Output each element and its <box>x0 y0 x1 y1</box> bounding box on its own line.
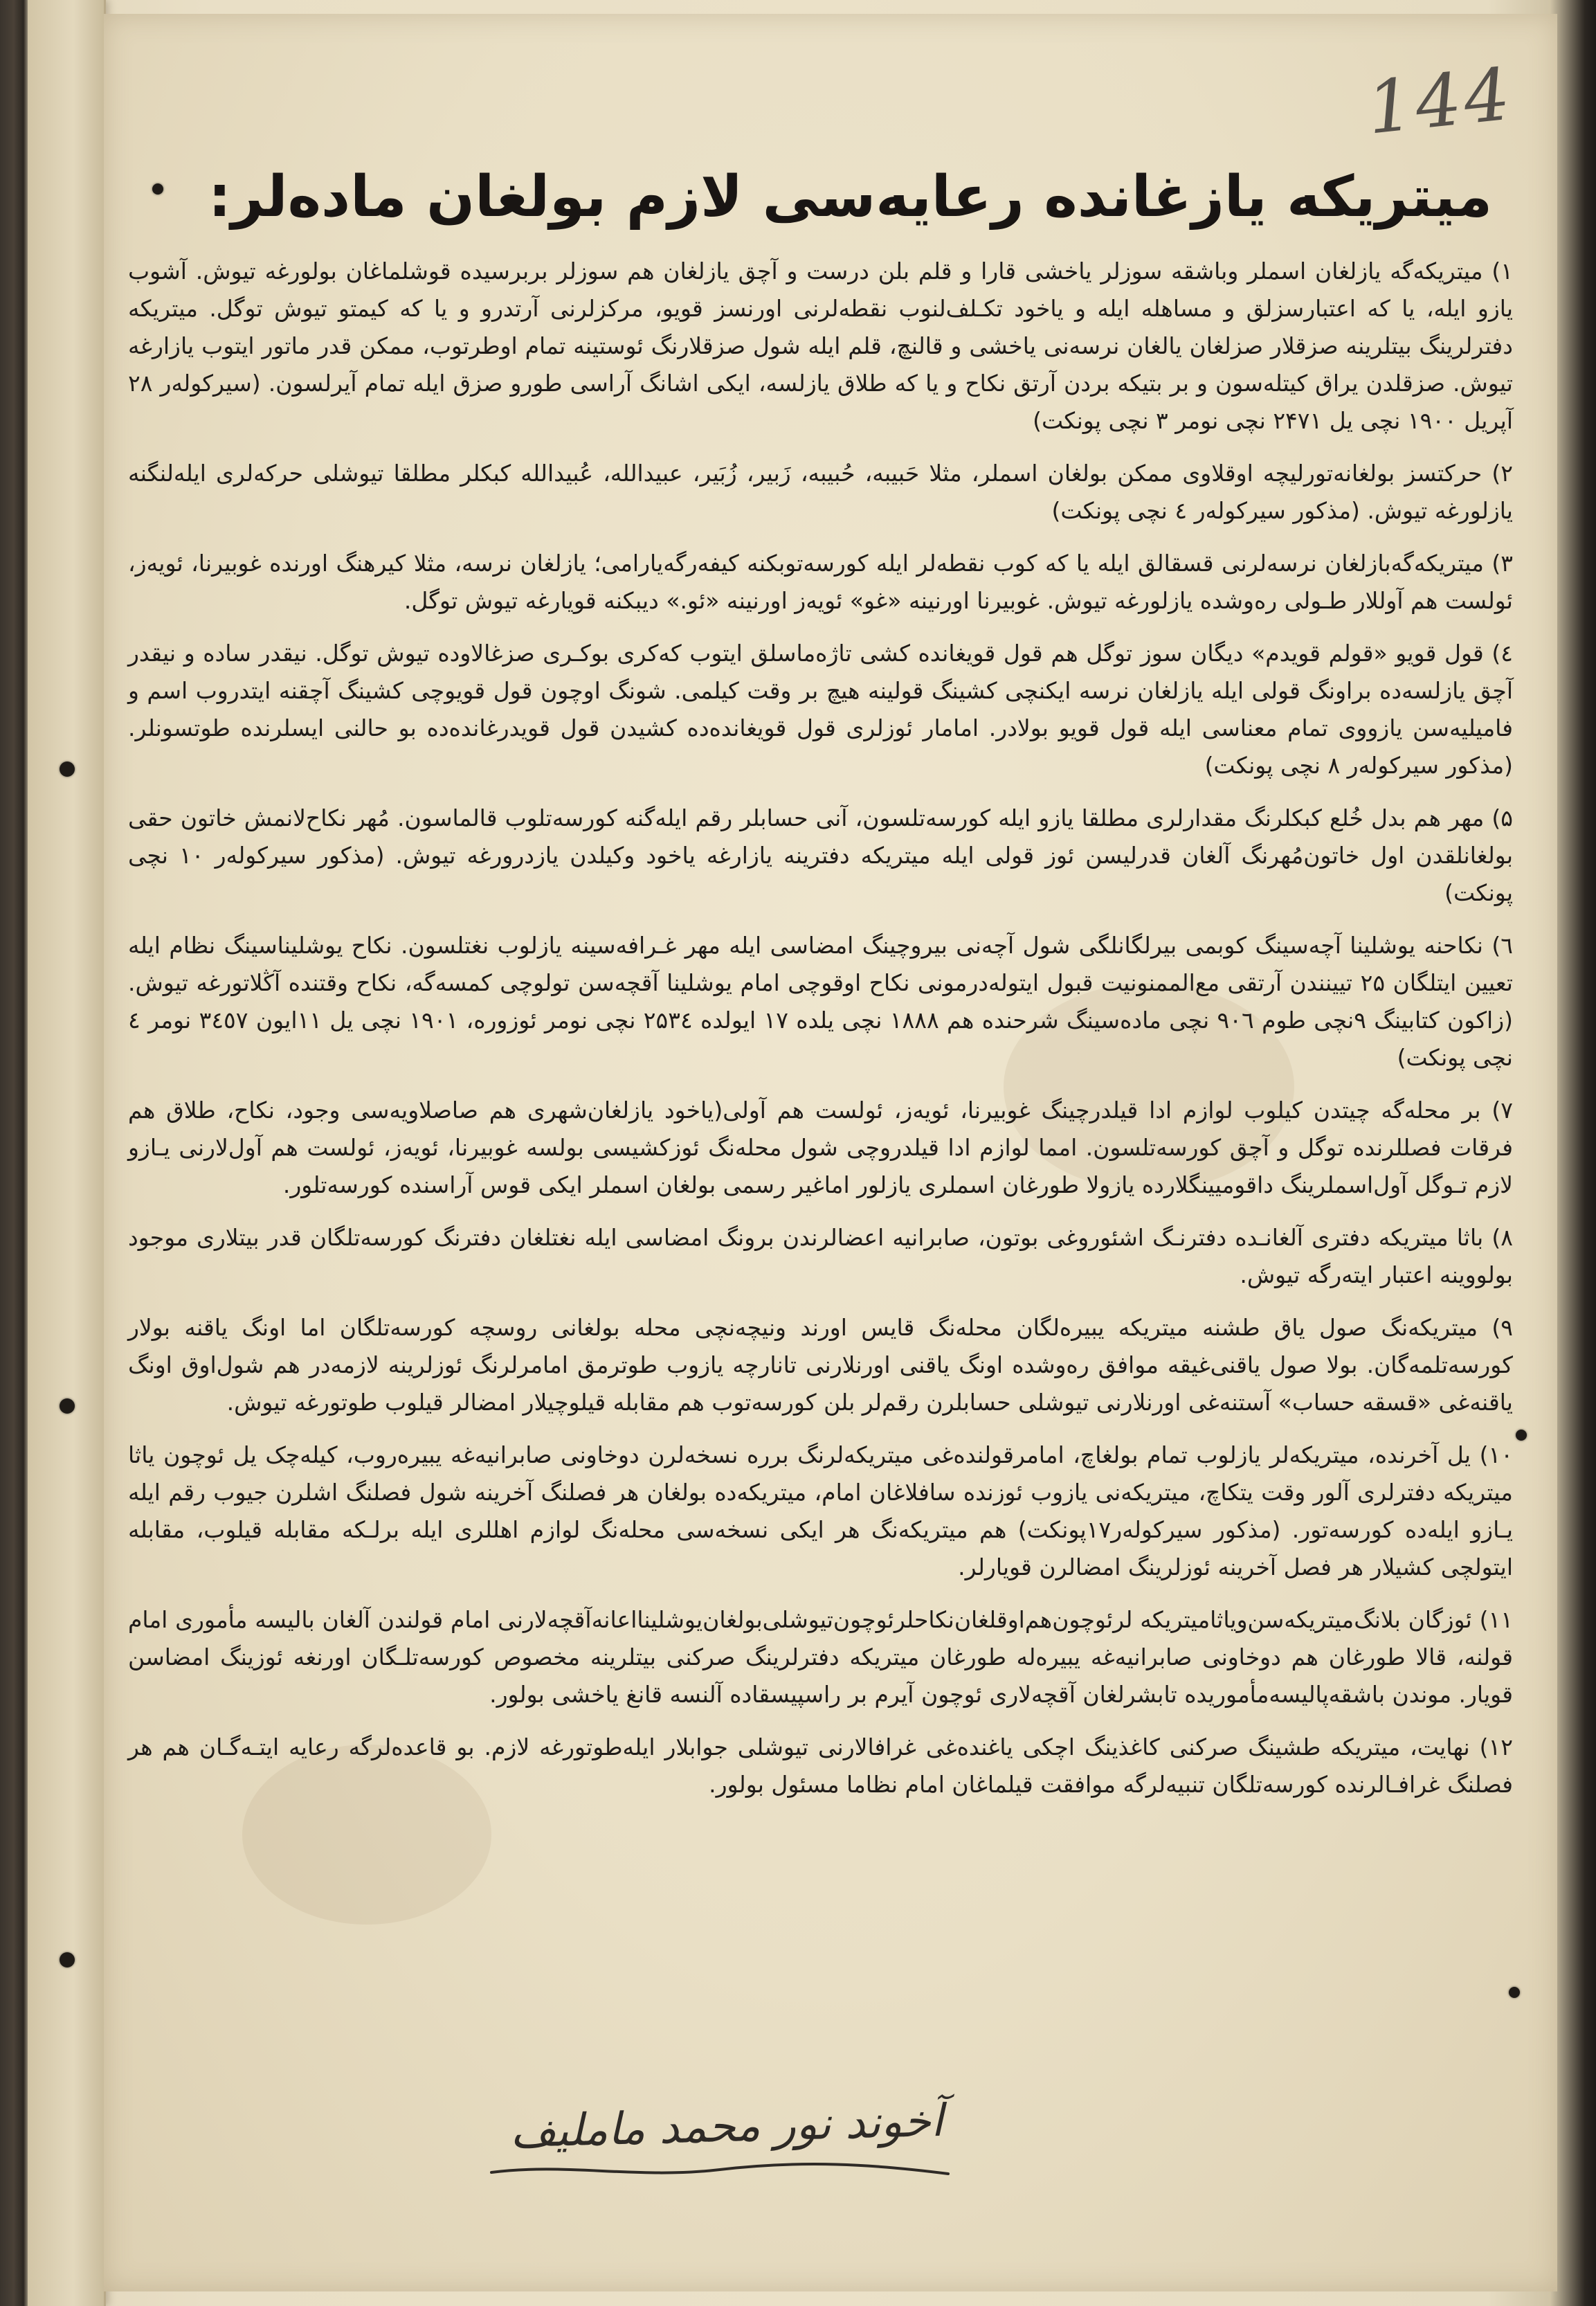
punch-hole <box>60 1398 75 1414</box>
handwritten-signature: آخوند نور محمد مامليف <box>509 2095 944 2159</box>
rule-paragraph: ۷) بر محله‌گه چیتدن کیلوب لوازم ادا قیلدرچینگ غوبیرنا، ئویه‌ز، ئولست هم آولی(یاخود یازلغان‌شهری هم صاصلاویه‌سی وجود، نکاح، طلاق هم فرقات فصللرنده توگل و آچق کورسه‌تلسون. امما لوازم ادا قیلدروچی شول محله‌نگ ئوزکشیسی بولسه غوبیرنا، ئویه‌ز، ئولست هم آول‌لارنی یـازو لازم تـوگل آول‌اسملرینگ داقومیینگلارده یازولا طورغان اسملری یازلور اماغیر رسمی بولغان اسملر ایکی قوس آراسنده کورسه‌تلور. <box>128 1097 1513 1198</box>
punch-hole <box>60 1952 75 1967</box>
punch-hole <box>1509 1987 1520 1998</box>
rule-paragraph: ۹) میتریکه‌نگ صول یاق طشنه میتریکه یبیره‌لگان محله‌نگ قایس اورند ونیچه‌نچی محله بولغانی روسچه کورسه‌تلگان اما اونگ یاقنه بولار کورسه‌تلمه‌گان. بولا صول یاقنی‌غیقه موافق ره‌وشده اونگ یاقنی اورنلارنی تانارچه یازوب طوترمق امامرلرنگ ئوزلرینه لازمه‌در هم شول‌اوق اونگ یاقنه‌غی «قسقه حساب» آستنه‌غی اورنلارنی تیوشلی حسابلرن رقم‌لر بلن کورسه‌توب هم مقابله قیلوچیلار امضالر قیلوب طوتورغه تیوش. <box>128 1314 1513 1416</box>
rule-paragraph: ۸) با‌ثا میتریکه دفتری آلغانـده دفترنـگ اشئوروغی بوتون، صابرانیه اعضالرندن برونگ امضاسی ایله نغتلغان دفترنگ کورسه‌تلگان قدر بیتلاری موجود بولووینه اعتبار ایته‌رگه تیوش. <box>128 1224 1513 1288</box>
rule-paragraph: ۱) میتریکه‌گه یازلغان اسملر وباشقه سوزلر یاخشی قارا و قلم بلن درست و آچق یازلغان هم سوزلر بر‌برسیده قوشلماغان بولورغه تیوش. آشوب یازو ایله، یا که اعتبار‌سزلق و مساهله ایله و یاخود تکـلف‌لنوب نقطه‌لرنی اورنسز قویو، مرکزلرنی آرتدرو و یا که کیمتو تیوش توگل. میتریکه دفترلرینگ بیتلرینه صزقلار صزلغان یالغان نرسه‌نی یاخشی و قالنچ، قلم ایله شول صزقلارنگ ئوستینه تمام اوطرتوب، ممکن قدر ماتور ایتوب یازارغه تیوش. صزقلدن یراق کیتله‌سون و بر بتیکه بردن آرتق نکاح و یا که طلاق یازلسه، ایکی اشانگ آراسی طورو صزق ایله تمام آیرلسون. (سیرکوله‌ر ۲۸ آپریل ۱۹۰۰ نچی یل ۲۴۷۱ نچی نومر ۳ نچی پونکت) <box>128 258 1513 434</box>
document-title: میتریکه یازغانده رعایه‌سی لازم بولغان ماده‌لر: <box>208 164 1492 230</box>
rule-paragraph: ٤) قول قویو «قولم قویدم» دیگان سوز توگل هم قول قویغانده کشی تاژه‌ماسلق ایتوب که‌کری بوکـری صزغالاوده تیوش توگل. نیقدر ساده و نیقدر آچق یازلسه‌ده براونگ قولی ایله یازلغان نرسه ایکنچی کشینگ قولینه هیچ بر وقت کیلمی. شونگ اوچون قول قویوچی کشینگ آچقنه ایتدروب اسم و فامیلیه‌سن یازووی تمام معناسی ایله قول قویو بولادر. امامار ئوزلری قول قویغانده‌ده کشیدن قول قویدرغانده‌ده بو حالنی ایسلرنده طوتسونلر. (مذکور سیرکوله‌ر ۸ نچی پونکت) <box>128 640 1513 779</box>
punch-hole <box>1516 1430 1527 1441</box>
rule-paragraph: ۱۰) یل آخرنده، میتریکه‌لر یازلوب تمام بولغاچ، امامرقولنده‌غی میتریکه‌لرنگ بر‌ره نسخه‌لرن دوخاونی صابرانیه‌غه یبیره‌روب، کیله‌چک یل ئوچون یا‌ثا میتریکه دفترلری آلور وقت یتکاچ، میتریکه‌نی یازوب ئوزنده سافلاغان امام، میتریکه‌ده بولغان هر فصلنگ آخرینه شول فصلنگ اشلرن جیوب رقم ایله یـازو ایله‌ده کورسه‌تور. (مذکور سیرکوله‌ر۱۷پونکت) هم میتریکه‌نگ هر ایکی نسخه‌سی محله‌نگ لوازم اهللری ایله برلـکه مقابله قیلوب، مقابله ایتولچی کشیلار هر فصل آخرینه ئوزلرینگ امضالرن قویارلر. <box>128 1441 1514 1580</box>
rule-paragraph: ۳) میتریکه‌گه‌بازلغان نرسه‌لرنی قسقالق ایله یا که کوب نقطه‌لر ایله کورسه‌توبکنه کیفه‌رگه‌یارامی؛ یازلغان نرسه، مثلا کیرهنگ اورنده غوبیرنا، ئویه‌ز، ئولست هم آوللار طـولی ره‌وشده یازلورغه تیوش. غوبیرنا اورنینه «غو» ئویه‌ز اورنینه «ئو.» دیبکنه قویارغه تیوش توگل. <box>128 550 1513 614</box>
punch-hole <box>60 762 75 777</box>
rule-paragraph: ٦) نکاحنه یوشلینا آچه‌سینگ کوبمی بیرلگانلگی شول آچه‌نی بیروچینگ امضاسی ایله مهر غـرافه‌سینه یازلوب نغتلسون. نکاح یوشلیناسینگ نظام ایله تعیین ایتلگان ۲۵ تیینندن آرتقی مع‌الممنونیت قبول ایتوله‌درمونی نکاح اوقوچی امام یوشلینا آقچه‌سن تولوچی کمسه‌گه، نکاح وقتنده آڭلاتورغه تیوش. (زاکون کتابینگ ۹نچی طوم ۹۰٦ نچی ماده‌سینگ شرحنده هم ۱۸۸۸ نچی یلده ۱۷ ایولده ۲۵۳٤ نچی نومر ئوزوره، ۱۹۰۱ نچی یل ۱۱ایون ۳٤٥۷ نومر ٤ نچی پونکت) <box>128 932 1514 1071</box>
rule-paragraph: ۱۱) ئوزگان بلانگ‌میتریکه‌سن‌و‌یا‌ثامیتریکه لرئوچون‌هم‌اوقلغان‌نکاحلرئوچون‌تیوشلی‌بولغان‌یوشلینا‌اعانه‌آقچه‌لارنی امام قولندن آلغان بالیسه مأموری امام قولنه، قالا طورغان هم دوخاونی صابرانیه‌غه یبیره‌له طورغان میتریکه دفترلرینگ صرکنی بیتلرینه مخصوص کورسه‌تلـگان اورنغه ئوزینگ امضاسن قویار. موندن باشقه‌پالیسه‌مأموریده تابشرلغان آقچه‌لاری ئوچون آیرم بر راسپیسقاده آلنسه قانغ یاخشی بولور. <box>128 1606 1513 1708</box>
page-number: 144 <box>1363 51 1517 151</box>
rule-paragraph: ۱۲) نهایت، میتریکه طشینگ صرکنی کاغذینگ اچکی یاغنده‌غی غرافالارنی تیوشلی جوابلار ایله‌طوتورغه لازم. بو قاعده‌لرگه رعایه ایتـه‌گـان هم هر فصلنگ غرافـالرنده کورسه‌تلگان تنبیه‌لرگه موافقت قیلماغان امام نظاما مسئول بولور. <box>128 1733 1513 1798</box>
rules-list <box>128 253 1513 1819</box>
rule-paragraph: ۵) مهر هم بدل خُلع کبکلرنگ مقدارلری مطلقا یازو ایله کورسه‌تلسون، آنی حسابلر رقم ایله‌گنه کورسه‌تلوب قالماسون. مُهر نکاح‌لانمش خاتون حقی بولغانلقدن اول خاتون‌مُهرنگ آلغان قدرلیسن ئوز قولی ایله میتریکه دفترینه یازارغه یاخود وکیلدن یازدرورغه تیوش. (مذکور سیرکوله‌ر ۱۰ نچی پونکت) <box>128 804 1514 906</box>
rule-paragraph: ۲) حرکتسز بولغانه‌تورلیچه اوقلاوی ممکن بولغان اسملر، مثلا حَبیبه، حُبیبه، زَبیر، زُبَیر، عبیدالله، عُبیدالله کبکلر مطلقا تیوشلی حرکه‌لری ایله‌لنگنه یازلورغه تیوش. (مذکور سیرکوله‌ر ٤ نچی پونکت) <box>128 460 1513 524</box>
signature-flourish <box>484 2160 955 2181</box>
